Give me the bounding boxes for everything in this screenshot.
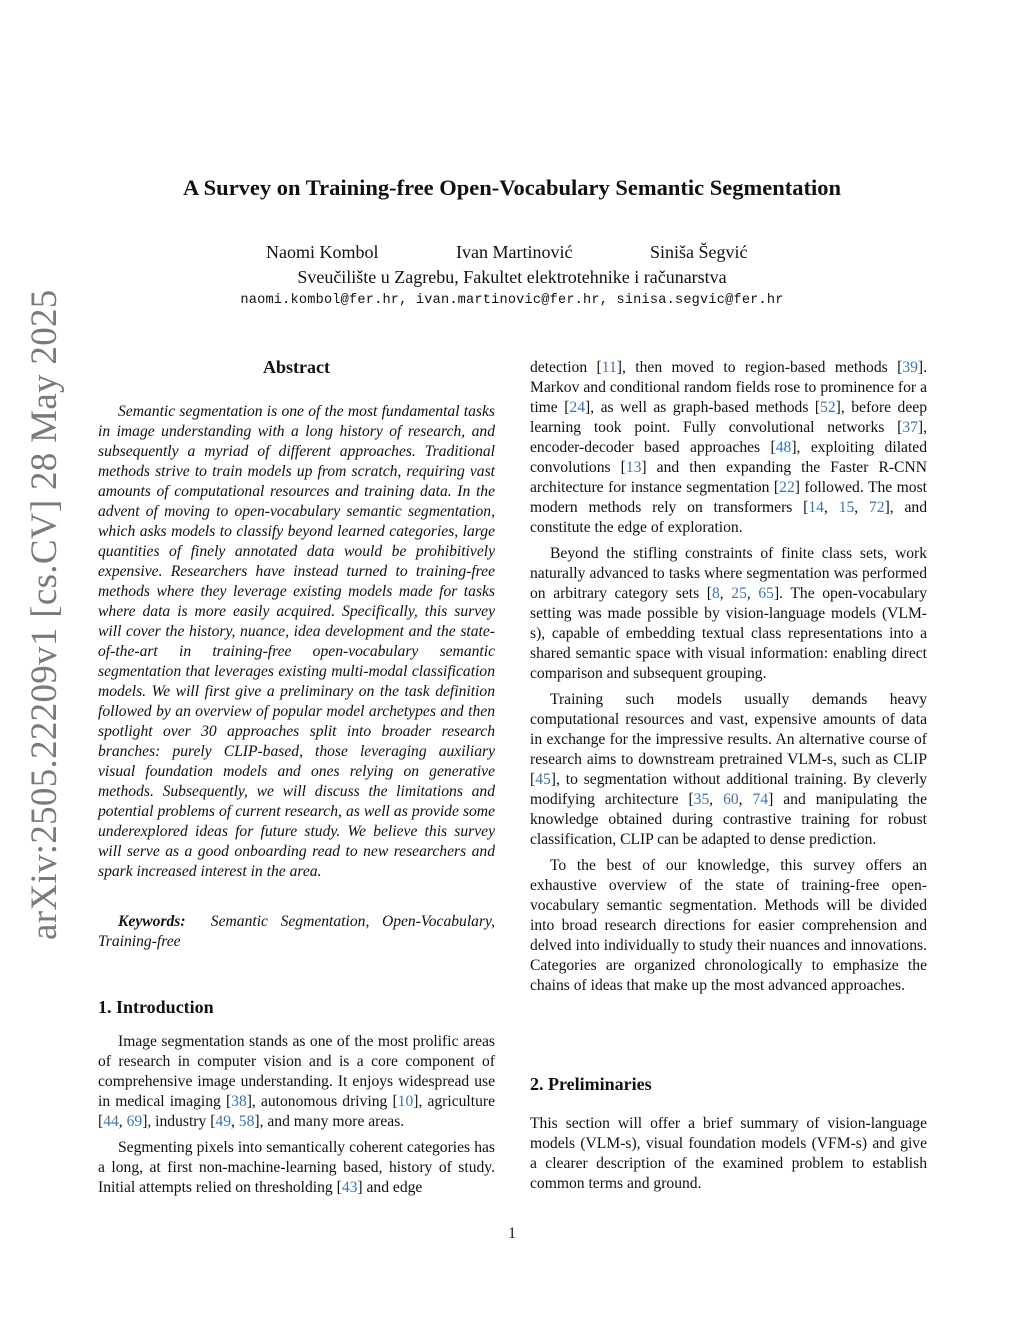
intro-body-right [530, 358, 927, 996]
citation-link[interactable]: 35 [693, 791, 710, 808]
intro-paragraph: Beyond the stifling constraints of finite class sets, work naturally advanced to tasks where segmentation was performed on arbitrary category sets [8, 25, 65]. The open-vocabulary setting was made possible by vision-language models (VLM-s), capable of embedding textual class representations into a shared semantic space with visual information: enabling direct comparison and subsequent grouping. [530, 545, 928, 682]
intro-paragraph: detection [11], then moved to region-based methods [39]. Markov and conditional random fields rose to prominence for a time [24], as well as graph-based methods [52], before deep learning took point. Fully convolutional networks [37], encoder-decoder based approaches [48], exploiting dilated convolutions [13] and then expanding the Faster R-CNN architecture for instance segmentation [22] followed. The most modern methods rely on transformers [14, 15, 72], and constitute the edge of exploration. [530, 359, 928, 536]
author-name: Siniša Šegvić [650, 242, 748, 262]
abstract-text: Semantic segmentation is one of the most fundamental tasks in image understanding with a long history of research, and subsequently a myriad of different approaches. Traditional methods strive to train models up from scratch, requiring vast amounts of computational resources and training data. In the advent of moving to open-vocabulary semantic segmentation, which asks models to classify beyond learned categories, large quantities of finely annotated data would be prohibitively expensive. Researchers have instead turned to training-free methods where they leverage existing models made for tasks where data is more easily acquired. Specifically, this survey will cover the history, nuance, idea development and the state-of-the-art in training-free open-vocabulary semantic segmentation that leverages existing multi-modal classification models. We will first give a preliminary on the task definition followed by an overview of popular model archetypes and then spotlight over 30 approaches split into broader research branches: purely CLIP-based, those leveraging auxiliary visual foundation models and ones relying on generative methods. Subsequently, we will discuss the limitations and potential problems of current research, as well as provide some underexplored ideas for future study. We believe this survey will serve as a good onboarding read to new researchers and spark increased interest in the area. [98, 403, 495, 880]
arxiv-stamp: arXiv:2505.22209v1 [cs.CV] 28 May 2025 [24, 289, 65, 940]
citation-link[interactable]: 24 [569, 399, 585, 416]
citation-link[interactable]: 8 [711, 585, 720, 602]
abstract-heading: Abstract [263, 357, 330, 377]
paper-title: A Survey on Training-free Open-Vocabulary Semantic Segmentation [183, 175, 841, 200]
citation-link[interactable]: 22 [779, 479, 795, 496]
citation-link[interactable]: 69 [126, 1113, 143, 1130]
author-emails: naomi.kombol@fer.hr, ivan.martinovic@fer.hr, sinisa.segvic@fer.hr [240, 293, 784, 308]
citation-link[interactable]: 39 [902, 359, 918, 376]
citation-link[interactable]: 45 [535, 771, 551, 788]
citation-link[interactable]: 10 [397, 1093, 414, 1110]
preliminaries-body [530, 1114, 927, 1194]
citation-link[interactable]: 38 [231, 1093, 247, 1110]
page-number: 1 [508, 1225, 516, 1242]
citation-link[interactable]: 52 [820, 399, 836, 416]
keywords-list: Semantic Segmentation, Open-Vocabulary, Training-free [98, 913, 495, 950]
author-list [0, 240, 1024, 266]
section-heading-introduction: 1. Introduction [98, 997, 214, 1017]
affiliation: Sveučilište u Zagrebu, Fakultet elektrotehnike i računarstva [297, 267, 727, 287]
author-name: Ivan Martinović [456, 242, 573, 262]
citation-link[interactable]: 43 [341, 1179, 358, 1196]
citation-link[interactable]: 58 [238, 1113, 255, 1130]
section-heading-preliminaries: 2. Preliminaries [530, 1074, 652, 1094]
citation-link[interactable]: 72 [869, 499, 885, 516]
citation-link[interactable]: 11 [601, 359, 617, 376]
citation-link[interactable]: 74 [752, 791, 769, 808]
citation-link[interactable]: 13 [625, 459, 642, 476]
citation-link[interactable]: 15 [838, 499, 855, 516]
citation-link[interactable]: 65 [758, 585, 774, 602]
intro-paragraph: Training such models usually demands heavy computational resources and vast, expensive amounts of data in exchange for the impressive results. An alternative course of research aims to downstream pretrained VLM-s, such as CLIP [45], to segmentation without additional training. By cleverly modifying architecture [35, 60, 74] and manipulating the knowledge obtained during contrastive training for robust classification, CLIP can be adapted to dense prediction. [530, 691, 927, 848]
intro-paragraph: Image segmentation stands as one of the most prolific areas of research in computer vision and is a core component of comprehensive image understanding. It enjoys widespread use in medical imaging [38], autonomous driving [10], agriculture [44, 69], industry [49, 58], and many more areas. [98, 1033, 495, 1130]
intro-paragraph: To the best of our knowledge, this survey offers an exhaustive overview of the state of training-free open-vocabulary semantic segmentation. Methods will be divided into broad research directions for easier comprehension and delved into individually to study their nuances and innovations. Categories are organized chronologically to emphasize the chains of ideas that make up the most advanced approaches. [530, 857, 927, 994]
keywords-label: Keywords: [118, 913, 186, 930]
intro-body-left [98, 1032, 495, 1198]
citation-link[interactable]: 25 [731, 585, 747, 602]
citation-link[interactable]: 49 [215, 1113, 231, 1130]
citation-link[interactable]: 44 [103, 1113, 119, 1130]
keywords [98, 912, 495, 952]
citation-link[interactable]: 14 [808, 499, 824, 516]
citation-link[interactable]: 37 [902, 419, 918, 436]
preliminaries-paragraph: This section will offer a brief summary of vision-language models (VLM-s), visual foundation models (VFM-s) and give a clearer description of the examined problem to establish common terms and ground. [530, 1115, 927, 1192]
author-name: Naomi Kombol [266, 242, 379, 262]
citation-link[interactable]: 48 [775, 439, 792, 456]
citation-link[interactable]: 60 [723, 791, 739, 808]
intro-paragraph: Segmenting pixels into semantically coherent categories has a long, at first non-machine-learning based, history of study. Initial attempts relied on thresholding [43] and edge [98, 1139, 495, 1196]
